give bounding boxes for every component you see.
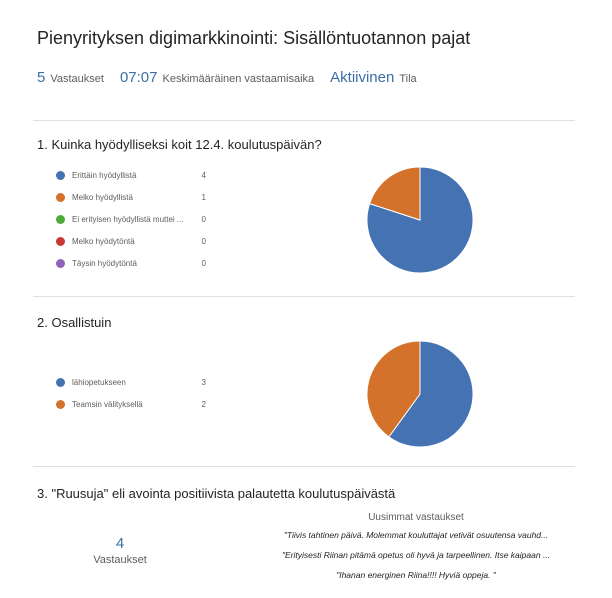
latest-responses xyxy=(256,512,576,580)
legend-swatch xyxy=(56,215,65,224)
legend-item xyxy=(56,190,216,204)
legend-count: 1 xyxy=(201,192,206,202)
legend-swatch xyxy=(56,400,65,409)
legend-item xyxy=(56,234,216,248)
legend-label: Erittäin hyödyllistä xyxy=(72,170,137,180)
question-1-pie-chart xyxy=(366,166,474,274)
legend-item xyxy=(56,256,216,270)
legend-label: Täysin hyödytöntä xyxy=(72,258,137,268)
question-3-count-value: 4 xyxy=(115,535,125,552)
legend-label: Melko hyödyllistä xyxy=(72,192,133,202)
question-2-pie-chart xyxy=(366,340,474,448)
legend-item xyxy=(56,375,216,389)
section-divider xyxy=(33,296,575,297)
latest-response-item[interactable]: "Erityisesti Riinan pitämä opetus oli hyvä ja tarpeellinen. Itse kaipaan ... xyxy=(281,550,551,560)
avg-time-label: Keskimääräinen vastaamisaika xyxy=(162,73,315,85)
question-3-count xyxy=(80,535,160,566)
question-1-title: 1. Kuinka hyödylliseksi koit 12.4. koulutuspäivän? xyxy=(37,137,322,152)
legend-item xyxy=(56,397,216,411)
responses-count: 5 xyxy=(37,69,46,86)
latest-response-item[interactable]: "Ihanan energinen Riina!!!! Hyviä oppeja. " xyxy=(336,570,496,580)
legend-swatch xyxy=(56,193,65,202)
status-label: Tila xyxy=(399,73,417,85)
legend-count: 0 xyxy=(201,214,206,224)
legend-item xyxy=(56,212,216,226)
status-value: Aktiivinen xyxy=(330,69,395,86)
legend-label: Ei erityisen hyödyllistä muttei ... xyxy=(72,214,184,224)
legend-count: 2 xyxy=(201,399,206,409)
legend-label: lähiopetukseen xyxy=(72,377,126,387)
question-3-count-label: Vastaukset xyxy=(93,554,147,566)
question-3-title: 3. "Ruusuja" eli avointa positiivista palautetta koulutuspäivästä xyxy=(37,486,396,501)
question-1-legend xyxy=(56,168,216,278)
legend-count: 3 xyxy=(201,377,206,387)
legend-label: Teamsin välityksellä xyxy=(72,399,143,409)
legend-count: 4 xyxy=(201,170,206,180)
legend-swatch xyxy=(56,171,65,180)
latest-response-item[interactable]: "Tiivis tahtinen päivä. Molemmat kouluttajat vetivät osuutensa vauhd... xyxy=(283,530,549,540)
section-divider xyxy=(33,120,575,121)
question-2-legend xyxy=(56,375,216,415)
legend-item xyxy=(56,168,216,182)
legend-label: Melko hyödytöntä xyxy=(72,236,135,246)
legend-swatch xyxy=(56,237,65,246)
legend-swatch xyxy=(56,378,65,387)
question-2-title: 2. Osallistuin xyxy=(37,315,112,330)
section-divider xyxy=(33,466,575,467)
responses-label: Vastaukset xyxy=(50,73,104,85)
legend-count: 0 xyxy=(201,258,206,268)
form-title: Pienyrityksen digimarkkinointi: Sisällöntuotannon pajat xyxy=(37,28,471,48)
avg-time-value: 07:07 xyxy=(119,69,158,86)
legend-swatch xyxy=(56,259,65,268)
legend-count: 0 xyxy=(201,236,206,246)
latest-responses-title: Uusimmat vastaukset xyxy=(368,512,464,523)
form-stats xyxy=(37,69,433,91)
